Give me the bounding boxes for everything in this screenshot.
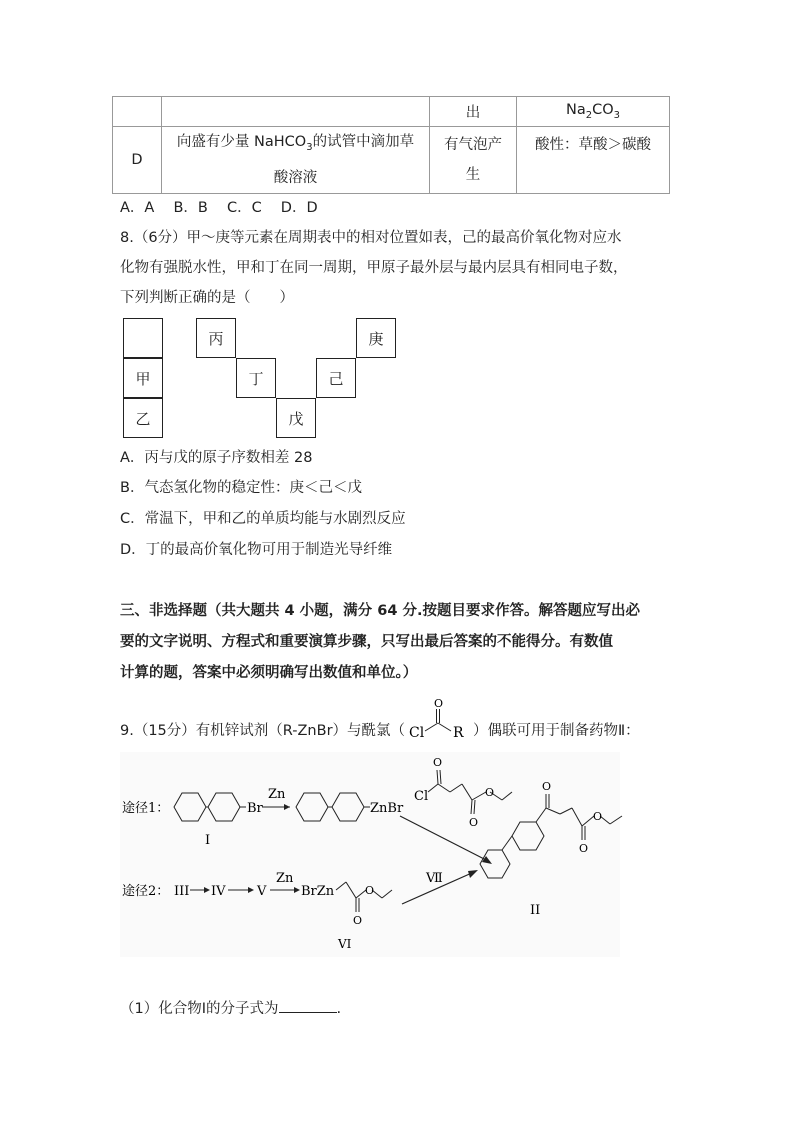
periodic-cell-jia: 甲 — [123, 358, 163, 398]
q8-option-b: B．气态氢化物的稳定性：庚＜己＜戊 — [120, 480, 362, 496]
q8-option-d: D．丁的最高价氧化物可用于制造光导纤维 — [120, 542, 393, 558]
periodic-cell-ding: 丁 — [236, 358, 276, 398]
cell-text: 酸溶液 — [273, 169, 318, 186]
route2-label: 途径2： — [122, 884, 170, 899]
table-cell — [430, 127, 517, 194]
answer-blank[interactable] — [279, 998, 337, 1013]
oxygen-label: O — [434, 697, 444, 710]
table-cell — [162, 127, 430, 194]
q9-sub1 — [120, 998, 341, 1019]
q8-stem-line3: 下列判断正确的是（ ） — [120, 290, 294, 306]
brzn-label: BrZn — [301, 884, 335, 899]
q8-option-c: C．常温下，甲和乙的单质均能与水剧烈反应 — [120, 511, 406, 527]
formula-subscript: 2 — [585, 109, 593, 121]
periodic-cell-wu: 戊 — [276, 398, 316, 438]
q8-option-a: A．丙与戊的原子序数相差 28 — [120, 450, 313, 466]
acyl-chloride-icon — [405, 697, 473, 741]
oxygen-label: O — [433, 756, 443, 769]
acyl-cl-label: Cl — [409, 725, 425, 741]
q7-options: A．A B．B C．C D．D — [120, 200, 318, 216]
compound-VI-label: VI — [338, 937, 352, 951]
oxygen-label: O — [365, 884, 375, 897]
section3-line2: 要的文字说明、方程式和重要演算步骤，只写出最后答案的不能得分。有数值 — [120, 634, 613, 650]
answer-table — [112, 96, 670, 194]
periodic-cell-yi: 乙 — [123, 398, 163, 438]
table-cell — [113, 97, 162, 127]
compound-II-label: II — [530, 903, 541, 918]
cell-text: 有气泡产 — [444, 136, 502, 153]
q8-stem-line1: 8.（6分）甲～庚等元素在周期表中的相对位置如表，己的最高价氧化物对应水 — [120, 230, 622, 246]
oxygen-label: O — [485, 786, 495, 799]
formula-subscript: 3 — [306, 141, 313, 153]
table-cell: 酸性：草酸＞碳酸 — [517, 127, 670, 194]
compound-I-label: I — [205, 833, 211, 848]
compound-V-label: V — [257, 884, 267, 899]
oxygen-label: O — [542, 780, 552, 793]
oxygen-label: O — [469, 816, 479, 829]
oxygen-label: O — [579, 842, 589, 855]
periodic-cell-empty — [123, 318, 163, 358]
compound-III-label: III — [174, 884, 190, 899]
table-cell — [517, 97, 670, 127]
oxygen-label: O — [353, 914, 363, 927]
cell-text: 的试管中滴加草 — [312, 134, 415, 150]
oxygen-label: O — [593, 810, 603, 823]
compound-IV-label: IV — [211, 884, 226, 899]
periodic-cell-bing: 丙 — [196, 318, 236, 358]
acyl-r-label: R — [453, 725, 464, 741]
table-row — [113, 127, 670, 194]
q9-sub1-end: . — [336, 1001, 342, 1017]
zn-reagent-label: Zn — [276, 871, 294, 886]
q9-stem — [120, 697, 640, 741]
compound-VII-label: Ⅶ — [426, 871, 443, 886]
route1-label: 途径1： — [122, 801, 170, 816]
q8-stem-line2: 化物有强脱水性，甲和丁在同一周期，甲原子最外层与最内层具有相同电子数， — [120, 260, 628, 276]
znbr-label: ZnBr — [370, 801, 404, 816]
q9-sub1-text: （1）化合物Ⅰ的分子式为 — [120, 1001, 279, 1017]
cell-text: 生 — [465, 166, 481, 183]
q9-stem-part2: ）偶联可用于制备药物Ⅱ： — [473, 723, 640, 739]
bromine-label: Br — [247, 801, 263, 816]
table-cell: 出 — [430, 97, 517, 127]
reaction-scheme — [110, 752, 630, 962]
table-cell — [162, 97, 430, 127]
q9-stem-part1: 9.（15分）有机锌试剂（R-ZnBr）与酰氯（ — [120, 723, 406, 739]
section3-line3: 计算的题，答案中必须明确写出数值和单位。） — [120, 665, 418, 681]
periodic-cell-ji: 己 — [316, 358, 356, 398]
formula-part: Na — [565, 102, 586, 119]
formula-subscript: 3 — [613, 109, 621, 121]
periodic-cell-geng: 庚 — [356, 318, 396, 358]
cell-text: 向盛有少量 NaHCO — [176, 134, 307, 150]
section3-line1: 三、非选择题（共大题共 4 小题，满分 64 分.按题目要求作答。解答题应写出必 — [120, 603, 640, 619]
table-row — [113, 97, 670, 127]
acyl-chloride-structure — [405, 697, 473, 741]
zn-reagent-label: Zn — [268, 787, 286, 802]
cl-label: Cl — [414, 789, 429, 804]
table-cell: D — [113, 127, 162, 194]
formula-part: CO — [592, 102, 614, 119]
